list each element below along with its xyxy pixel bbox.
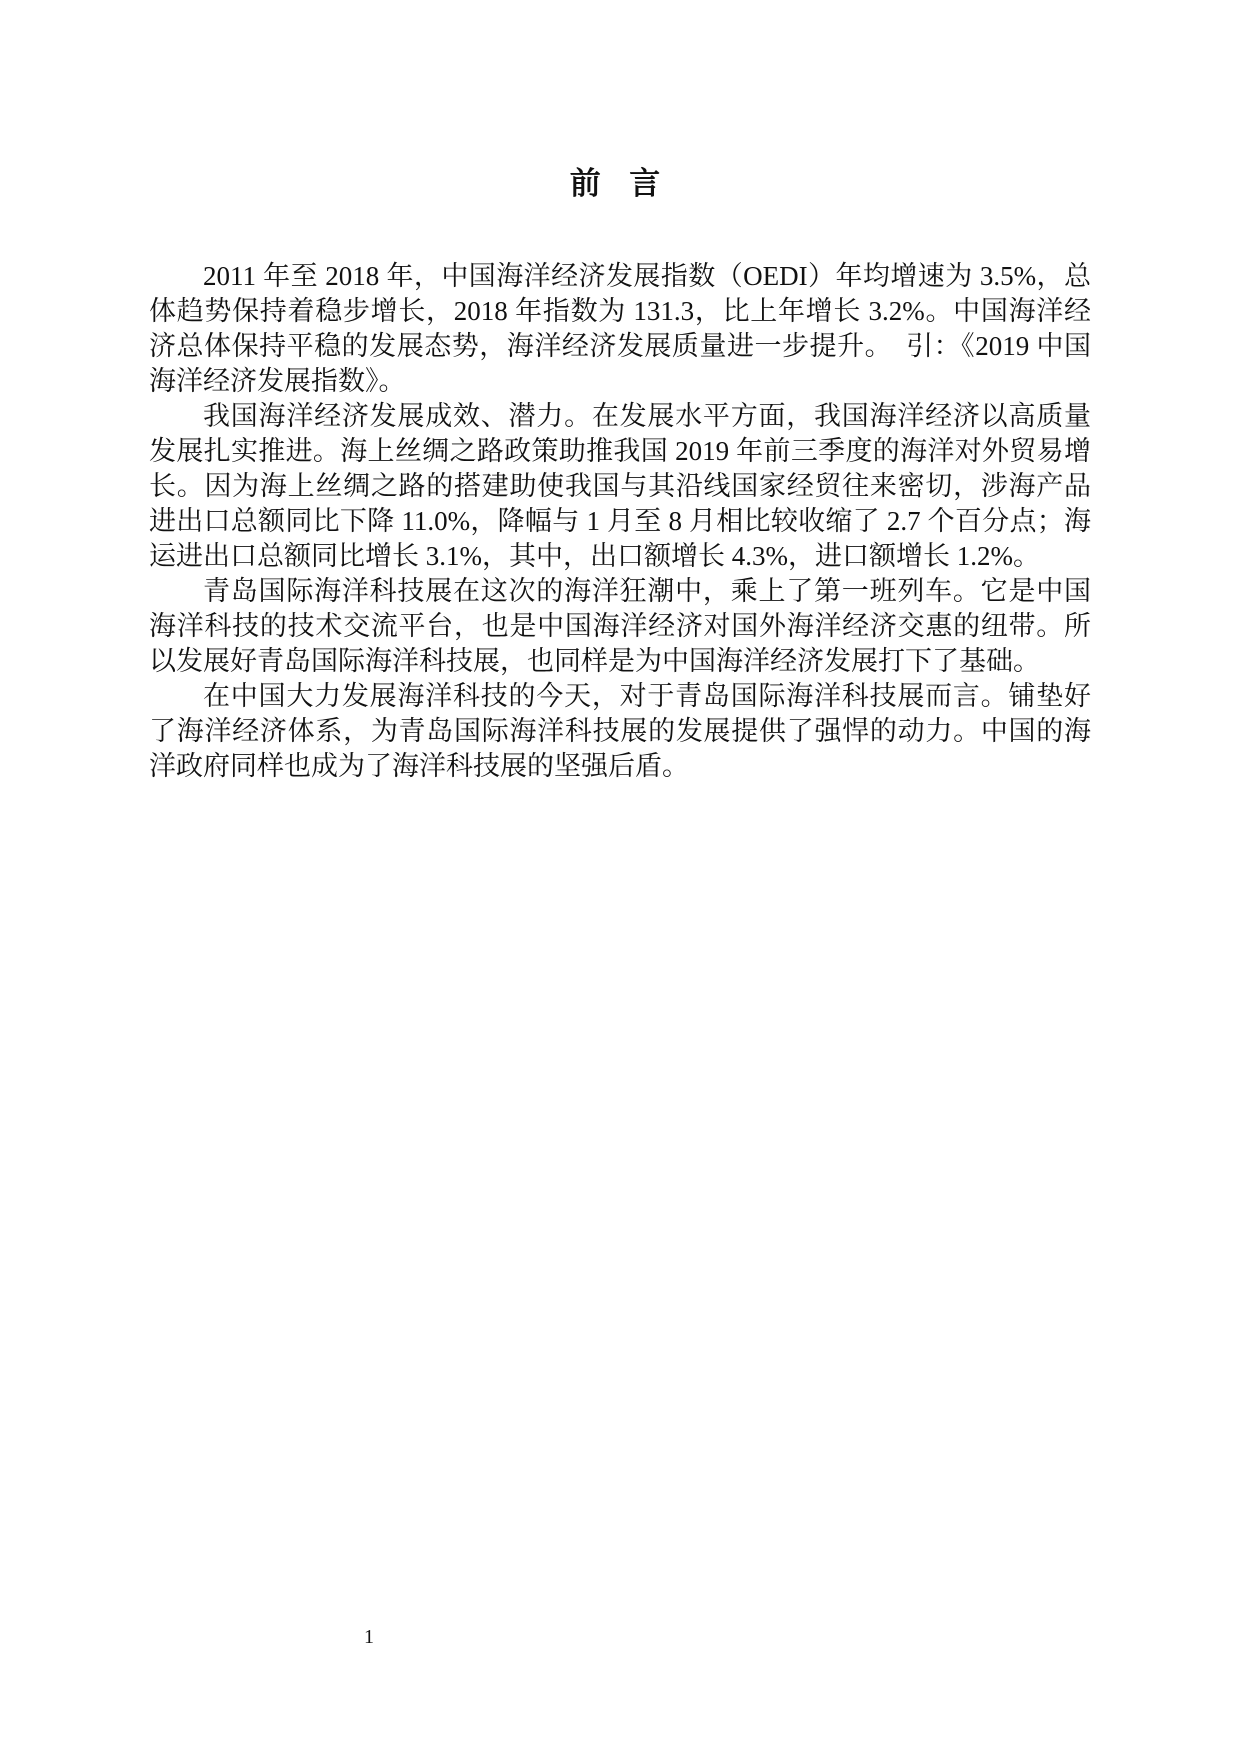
document-body	[149, 203, 1091, 784]
paragraph-2: 我国海洋经济发展成效、潜力。在发展水平方面，我国海洋经济以高质量发展扎实推进。海上丝绸之路政策助推我国 2019 年前三季度的海洋对外贸易增长。因为海上丝绸之路的搭建助使我国与其沿线国家经贸往来密切，涉海产品进出口总额同比下降 11.0%，降幅与 1 月至 8 月相比较收缩了 2.7 个百分点；海运进出口总额同比增长 3.1%，其中，出口额增长 4.3%，进口额增长 1.2%。	[149, 401, 1091, 571]
page-number: 1	[364, 1626, 374, 1648]
paragraph-4: 在中国大力发展海洋科技的今天，对于青岛国际海洋科技展而言。铺垫好了海洋经济体系，为青岛国际海洋科技展的发展提供了强悍的动力。中国的海洋政府同样也成为了海洋科技展的坚强后盾。	[149, 681, 1091, 781]
page-title: 前 言	[569, 166, 671, 201]
paragraph-1: 2011 年至 2018 年，中国海洋经济发展指数（OEDI）年均增速为 3.5%，总体趋势保持着稳步增长，2018 年指数为 131.3，比上年增长 3.2%。中国海洋经济总体保持平稳的发展态势，海洋经济发展质量进一步提升。 引：《2019 中国海洋经济发展指数》。	[149, 261, 1091, 396]
paragraph-3: 青岛国际海洋科技展在这次的海洋狂潮中，乘上了第一班列车。它是中国海洋科技的技术交流平台，也是中国海洋经济对国外海洋经济交惠的纽带。所以发展好青岛国际海洋科技展，也同样是为中国海洋经济发展打下了基础。	[149, 576, 1091, 676]
